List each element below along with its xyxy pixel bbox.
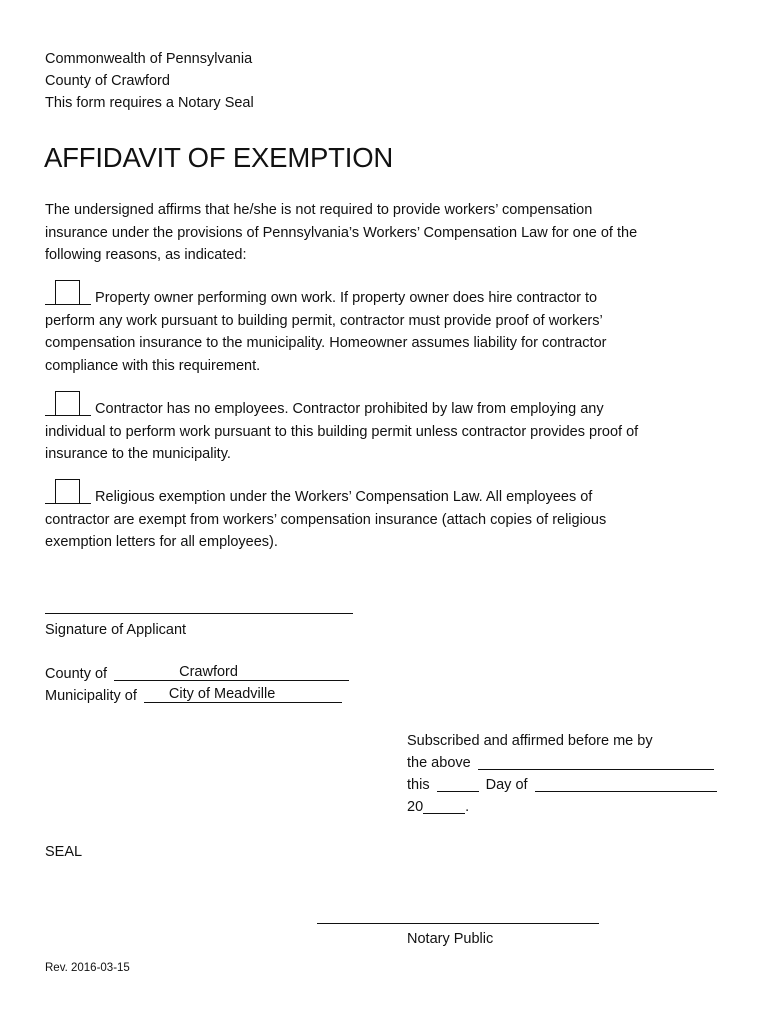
option-line: insurance to the municipality. (45, 446, 231, 462)
intro-line: The undersigned affirms that he/she is not required to provide workers’ compensation (45, 202, 593, 218)
this-label: this (407, 777, 430, 793)
notary-subscribed-line: Subscribed and affirmed before me by (407, 733, 653, 749)
day-field[interactable] (437, 775, 479, 792)
applicant-signature-line[interactable] (45, 613, 353, 614)
notary-above-label: the above (407, 755, 471, 771)
header-commonwealth: Commonwealth of Pennsylvania (45, 51, 253, 67)
county-row (45, 663, 349, 685)
intro-paragraph (45, 199, 735, 267)
option-no-employees (45, 398, 735, 466)
no-employees-checkbox[interactable] (45, 400, 91, 416)
notary-year-row (407, 796, 469, 818)
option-line: exemption letters for all employees). (45, 534, 278, 550)
property-owner-checkbox[interactable] (45, 289, 91, 305)
year-period: . (465, 799, 470, 815)
municipality-row (45, 685, 342, 707)
signature-label: Signature of Applicant (45, 622, 187, 638)
option-religious-exemption (45, 486, 735, 554)
page-title: AFFIDAVIT OF EXEMPTION (44, 142, 394, 173)
notary-signature-line[interactable] (317, 923, 599, 924)
option-line: Religious exemption under the Workers’ Compensation Law. All employees of (95, 489, 593, 505)
header-notary-note: This form requires a Notary Seal (45, 95, 254, 111)
option-line: compensation insurance to the municipality. Homeowner assumes liability for contractor (45, 335, 607, 351)
county-field[interactable] (114, 664, 349, 681)
municipality-label: Municipality of (45, 688, 137, 704)
county-value: Crawford (179, 664, 238, 680)
seal-label: SEAL (45, 844, 83, 860)
notary-above-row (407, 752, 714, 774)
year-prefix: 20 (407, 799, 424, 815)
intro-line: insurance under the provisions of Pennsylvania’s Workers’ Compensation Law for one of the (45, 224, 638, 241)
option-line: contractor are exempt from workers’ compensation insurance (attach copies of religious (45, 511, 607, 528)
day-of-label: Day of (485, 777, 528, 793)
notary-public-label: Notary Public (407, 931, 494, 947)
option-line: Property owner performing own work. If property owner does hire contractor to (95, 290, 598, 306)
option-line: compliance with this requirement. (45, 357, 261, 374)
month-field[interactable] (535, 775, 717, 792)
municipality-field[interactable] (144, 686, 342, 703)
year-field[interactable] (423, 797, 465, 814)
option-line: individual to perform work pursuant to this building permit unless contractor provides proof of (45, 423, 639, 440)
option-property-owner (45, 287, 735, 377)
option-line: perform any work pursuant to building permit, contractor must provide proof of workers’ (45, 312, 603, 329)
header-county: County of Crawford (45, 73, 170, 89)
option-line: Contractor has no employees. Contractor prohibited by law from employing any (95, 401, 604, 417)
municipality-value: City of Meadville (168, 686, 276, 702)
intro-line: following reasons, as indicated: (45, 247, 247, 263)
revision-label: Rev. 2016-03-15 (45, 962, 130, 974)
religious-exemption-checkbox[interactable] (45, 488, 91, 504)
affiant-name-field[interactable] (478, 753, 714, 770)
notary-day-row (407, 774, 717, 796)
county-label: County of (45, 666, 108, 682)
